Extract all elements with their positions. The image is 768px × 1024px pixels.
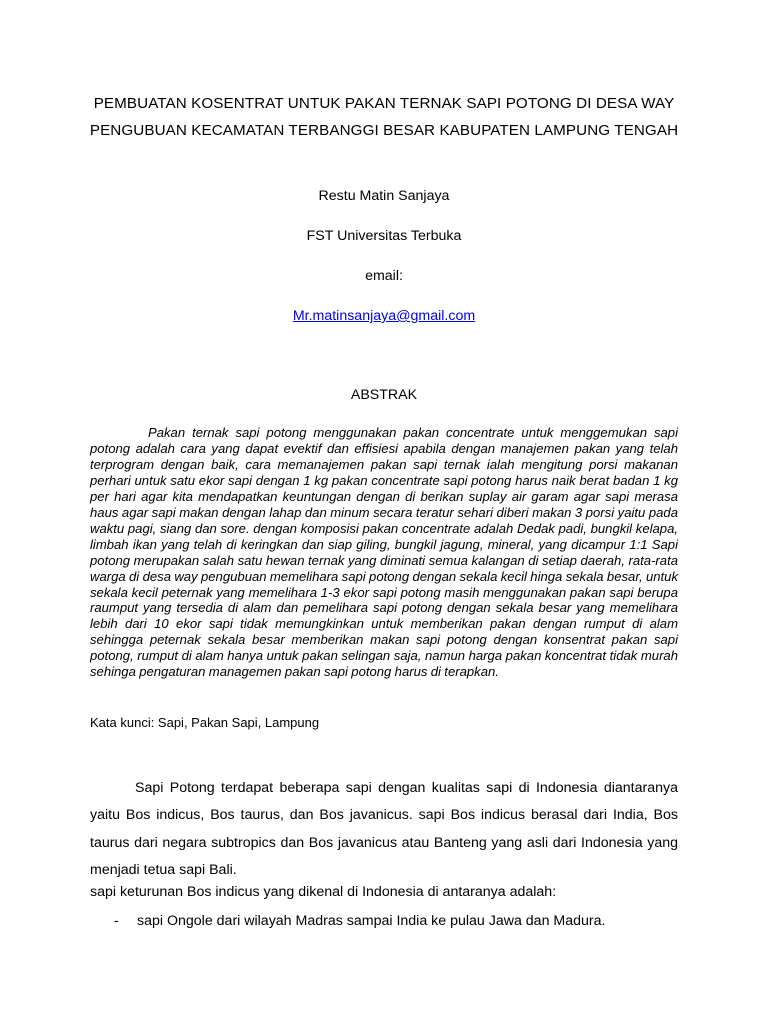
author-name: Restu Matin Sanjaya: [318, 188, 450, 204]
title-line-2: PENGUBUAN KECAMATAN TERBANGGI BESAR KABUPATEN LAMPUNG TENGAH: [89, 122, 679, 139]
email-link[interactable]: Mr.matinsanjaya@gmail.com: [292, 308, 476, 324]
email-label: email:: [365, 268, 403, 284]
title-line-1: PEMBUATAN KOSENTRAT UNTUK PAKAN TERNAK SAPI POTONG DI DESA WAY: [93, 95, 675, 112]
keywords: Kata kunci: Sapi, Pakan Sapi, Lampung: [90, 715, 320, 730]
author-affiliation: FST Universitas Terbuka: [306, 228, 462, 244]
body-paragraph: Sapi Potong terdapat beberapa sapi dengan kualitas sapi di Indonesia diantaranya yaitu Bos indicus, Bos taurus, dan Bos javanicus. sapi Bos indicus berasal dari India, Bos taurus dari negara subtropics dan Bos javanicus atau Banteng yang asli dari Indonesia yang menjadi tetua sapi Bali.: [90, 780, 678, 878]
bullet-marker: -: [114, 913, 119, 929]
page-title: [60, 90, 708, 144]
abstract-text: Pakan ternak sapi potong menggunakan pakan concentrate untuk menggemukan sapi potong adalah cara yang dapat evektif dan effisiesi apabila dengan manajemen pakan yang telah terprogram dengan baik, cara memanajemen pakan sapi ternak ialah mengitung porsi makanan perhari untuk satu ekor sapi dengan 1 kg pakan concentrate sapi potong harus naik berat badan 1 kg per hari agar kita mendapatkan keuntungan dengan di berikan suplay air garam agar sapi merasa haus agar sapi makan dengan lahap dan minum secara teratur sehari diberi makan 3 porsi yaitu pada waktu pagi, siang dan sore. dengan komposisi pakan concentrate adalah Dedak padi, bungkil kelapa, limbah ikan yang telah di keringkan dan siap giling, bungkil jagung, mineral, yang dicampur 1:1 Sapi potong merupakan salah satu hewan ternak yang diminati semua kalangan di setiap daerah, rata-rata warga di desa way pengubuan memelihara sapi potong dengan sekala kecil hinga sekala besar, untuk sekala kecil peternak yang memelihara 1-3 ekor sapi potong masih menggunakan pakan sapi berupa raumput yang tersedia di alam dan pemelihara sapi potong dengan sekala besar yang memelihara lebih dari 10 ekor sapi tidak memungkinkan untuk memberikan pakan dengan rumput di alam sehingga peternak sekala besar memberikan makan sapi potong dengan konsentrat pakan sapi potong, rumput di alam hanya untuk pakan selingan saja, namun harga pakan koncentrat tidak murah sehinga pengaturan managemen pakan sapi potong harus di terapkan.: [90, 425, 678, 680]
abstract-heading: ABSTRAK: [350, 387, 418, 403]
email-link-container: [0, 307, 768, 325]
body-line: sapi keturunan Bos indicus yang dikenal di Indonesia di antaranya adalah:: [90, 884, 557, 900]
bullet-item-text: sapi Ongole dari wilayah Madras sampai India ke pulau Jawa dan Madura.: [137, 913, 606, 929]
